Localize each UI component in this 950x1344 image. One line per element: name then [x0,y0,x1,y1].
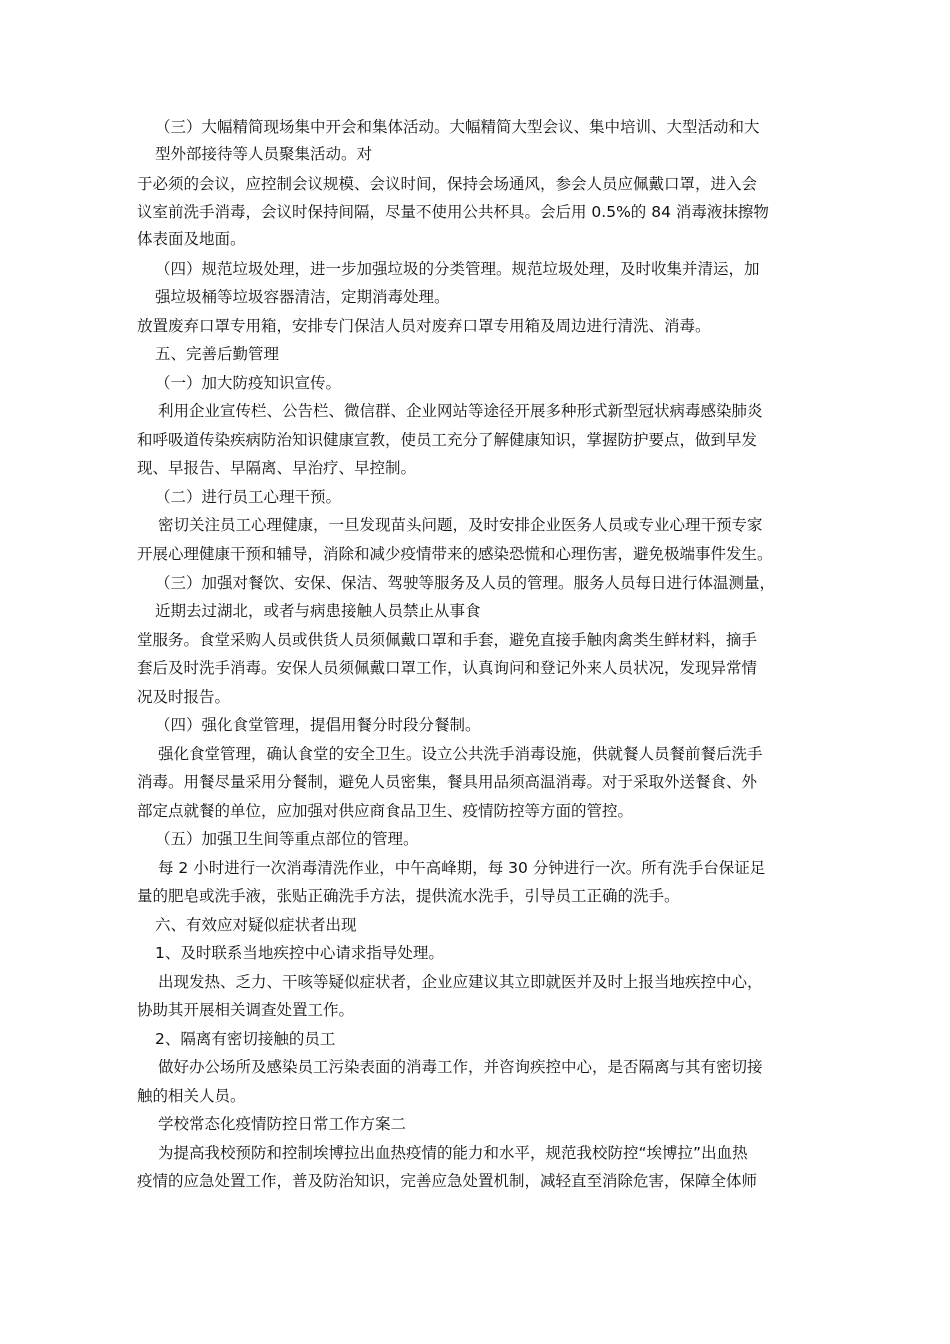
paragraph-line: （四）规范垃圾处理，进一步加强垃圾的分类管理。规范垃圾处理，及时收集并清运，加 [155,260,760,278]
paragraph-line: （三）加强对餐饮、安保、保洁、驾驶等服务及人员的管理。服务人员每日进行体温测量， [155,574,776,592]
subsection-heading: 1、及时联系当地疾控中心请求指导处理。 [155,944,444,962]
subsection-heading: （五）加强卫生间等重点部位的管理。 [155,830,419,848]
paragraph-line: 协助其开展相关调查处置工作。 [137,1001,355,1019]
paragraph-line: 体表面及地面。 [137,230,246,248]
subsection-heading: （二）进行员工心理干预。 [155,488,342,506]
paragraph-line: 套后及时洗手消毒。安保人员须佩戴口罩工作，认真询问和登记外来人员状况，发现异常情 [137,659,758,677]
section-heading: 五、完善后勤管理 [155,345,280,363]
paragraph-line: 为提高我校预防和控制埃博拉出血热疫情的能力和水平，规范我校防控“埃博拉”出血热 [158,1144,748,1162]
paragraph-line: 量的肥皂或洗手液，张贴正确洗手方法，提供流水洗手，引导员工正确的洗手。 [137,887,680,905]
paragraph-line: 做好办公场所及感染员工污染表面的消毒工作，并咨询疾控中心，是否隔离与其有密切接 [158,1058,763,1076]
paragraph-line: 触的相关人员。 [137,1087,246,1105]
paragraph-line: 开展心理健康干预和辅导，消除和减少疫情带来的感染恐慌和心理伤害，避免极端事件发生。 [137,545,773,563]
paragraph-line: 议室前洗手消毒，会议时保持间隔，尽量不使用公共杯具。会后用 0.5%的 84 消毒液抹擦物 [137,203,769,221]
section-heading: 六、有效应对疑似症状者出现 [155,916,357,934]
paragraph-line: 出现发热、乏力、干咳等疑似症状者，企业应建议其立即就医并及时上报当地疾控中心， [158,973,763,991]
paragraph-line: 部定点就餐的单位，应加强对供应商食品卫生、疫情防控等方面的管控。 [137,802,634,820]
paragraph-line: 密切关注员工心理健康，一旦发现苗头问题，及时安排企业医务人员或专业心理干预专家 [158,516,763,534]
paragraph-line: 于必须的会议，应控制会议规模、会议时间，保持会场通风，参会人员应佩戴口罩，进入会 [137,175,758,193]
paragraph-line: 现、早报告、早隔离、早治疗、早控制。 [137,459,417,477]
subsection-heading: （一）加大防疫知识宣传。 [155,374,342,392]
paragraph-line: 消毒。用餐尽量采用分餐制，避免人员密集，餐具用品须高温消毒。对于采取外送餐食、外 [137,773,758,791]
subsection-heading: 2、隔离有密切接触的员工 [155,1030,336,1048]
paragraph-line: 堂服务。食堂采购人员或供货人员须佩戴口罩和手套，避免直接手触肉禽类生鲜材料，摘手 [137,631,758,649]
paragraph-line: 和呼吸道传染疾病防治知识健康宣教，使员工充分了解健康知识，掌握防护要点，做到早发 [137,431,758,449]
paragraph-line: 利用企业宣传栏、公告栏、微信群、企业网站等途径开展多种形式新型冠状病毒感染肺炎 [158,402,763,420]
paragraph-line: 近期去过湖北，或者与病患接触人员禁止从事食 [155,602,481,620]
subsection-heading: （四）强化食堂管理，提倡用餐分时段分餐制。 [155,716,481,734]
paragraph-line: 况及时报告。 [137,688,231,706]
paragraph-line: 型外部接待等人员聚集活动。对 [155,145,373,163]
paragraph-line: 放置废弃口罩专用箱，安排专门保洁人员对废弃口罩专用箱及周边进行清洗、消毒。 [137,317,711,335]
paragraph-line: 疫情的应急处置工作，普及防治知识，完善应急处置机制，减轻直至消除危害，保障全体师 [137,1172,758,1190]
paragraph-line: 强化食堂管理，确认食堂的安全卫生。设立公共洗手消毒设施，供就餐人员餐前餐后洗手 [158,745,763,763]
paragraph-line: （三）大幅精简现场集中开会和集体活动。大幅精简大型会议、集中培训、大型活动和大 [155,118,760,136]
paragraph-line: 每 2 小时进行一次消毒清洗作业，中午高峰期，每 30 分钟进行一次。所有洗手台保证足 [158,859,766,877]
document-title: 学校常态化疫情防控日常工作方案二 [158,1115,407,1133]
paragraph-line: 强垃圾桶等垃圾容器清洁，定期消毒处理。 [155,288,450,306]
